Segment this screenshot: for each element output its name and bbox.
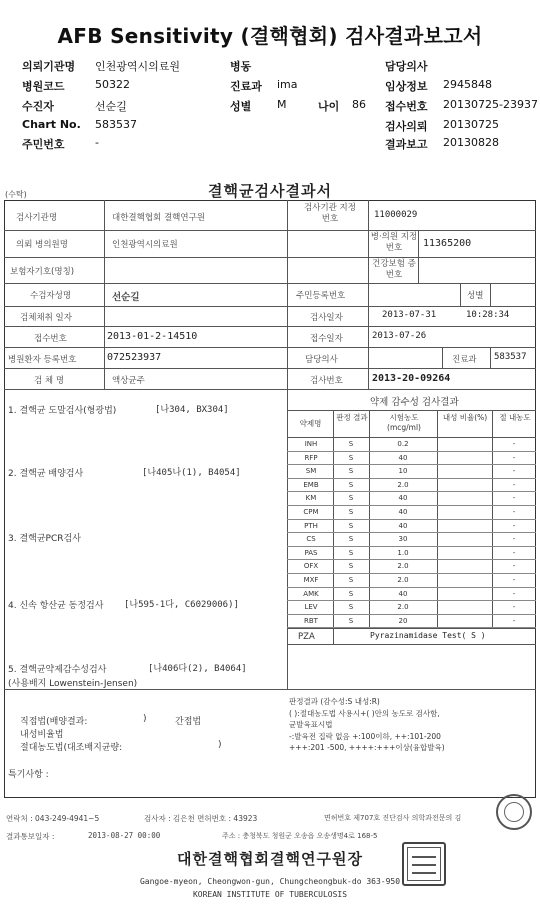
label-sex: 성별 <box>230 100 252 113</box>
divider <box>287 587 536 588</box>
method-absolute-close: ) <box>218 740 222 750</box>
divider <box>4 257 536 258</box>
header-absolute: 절 내농도 <box>499 413 531 422</box>
label-department: 진료과 <box>230 80 262 93</box>
pza-value: Pyrazinamidase Test( S ) <box>370 631 486 640</box>
value-receipt-number: 2013-01-2-14510 <box>107 331 198 342</box>
label-receipt-number: 접수번호 <box>34 334 67 344</box>
drug-result: S <box>348 494 354 502</box>
legend-line: -:발육전 집락 없음 +:100이하, ++:101-200 <box>289 731 441 741</box>
drug-absolute: - <box>512 590 516 598</box>
section-culture-code: [나405나(1), B4054] <box>142 468 241 478</box>
divider <box>4 389 536 390</box>
label-lab-designation: 검사기관 지정번호 <box>304 203 356 224</box>
drug-concentration: 40 <box>398 590 408 598</box>
method-direct-close: ) <box>143 714 147 724</box>
drug-absolute: - <box>512 508 516 516</box>
label-patient-name: 수검자성명 <box>30 291 72 301</box>
divider <box>287 573 536 574</box>
drug-result: S <box>348 440 354 448</box>
method-absolute: 절대농도법(대조배지균량: <box>20 743 123 753</box>
label-specimen: 검 체 명 <box>34 376 65 386</box>
address-en: Gangoe-myeon, Cheongwon-gun, Chungcheongbuk-do 363-950 <box>139 877 401 886</box>
label-report-date: 결과보고 <box>385 138 428 151</box>
value-department: ima <box>277 78 298 91</box>
drug-concentration: 30 <box>398 535 408 543</box>
divider <box>287 532 536 533</box>
value-specimen: 액상균주 <box>112 376 145 386</box>
divider <box>287 410 536 411</box>
label-rrn-form: 주민등록번호 <box>296 291 346 301</box>
label-receipt-date: 접수일자 <box>310 334 343 344</box>
institute-en: KOREAN INSTITUTE OF TUBERCULOSIS <box>192 890 348 899</box>
divider <box>4 230 536 231</box>
drug-result: S <box>348 522 354 530</box>
legend-line: 균발육표시법 <box>289 720 333 729</box>
value-dept-form: 583537 <box>494 352 527 362</box>
label-rrn: 주민번호 <box>22 138 65 151</box>
divider <box>287 491 536 492</box>
drug-absolute: - <box>512 576 516 584</box>
institute-name: 대한결핵협회결핵연구원장 <box>177 850 363 868</box>
label-receipt-no: 접수번호 <box>385 100 428 113</box>
drug-result: S <box>348 508 354 516</box>
method-indirect: 간접법 <box>175 717 202 727</box>
label-hospital-code: 병원코드 <box>22 80 65 93</box>
label-request-date: 검사의뢰 <box>385 120 428 133</box>
form-title: 결핵균검사결과서 <box>208 182 332 200</box>
section-smear: 1. 결핵균 도말검사(형광법) <box>8 406 117 416</box>
header-result: 판정 결과 <box>336 413 368 422</box>
drug-result: S <box>348 576 354 584</box>
divider <box>490 347 491 368</box>
label-hospital-designation: 병·의원 지정번호 <box>370 232 418 253</box>
drug-name: PTH <box>304 522 318 530</box>
drug-result: S <box>348 535 354 543</box>
value-age: 86 <box>352 98 366 111</box>
section-medium: (사용배지 Lowenstein-Jensen) <box>8 679 138 689</box>
special-notes: 특기사항 : <box>8 770 49 780</box>
drug-result: S <box>348 549 354 557</box>
divider <box>4 368 536 369</box>
divider <box>287 546 536 547</box>
divider <box>104 200 105 389</box>
sensitivity-title: 약제 감수성 검사결과 <box>370 397 459 408</box>
label-ward: 병동 <box>230 60 252 73</box>
value-request-date: 20130725 <box>443 118 499 131</box>
drug-concentration: 40 <box>398 508 408 516</box>
drug-concentration: 2.0 <box>397 481 409 489</box>
drug-name: SM <box>305 467 317 475</box>
drug-result: S <box>348 603 354 611</box>
value-clinical-info: 2945848 <box>443 78 492 91</box>
method-proportion: 내성비율법 <box>20 730 64 740</box>
drug-name: MXF <box>303 576 319 584</box>
drug-concentration: 2.0 <box>397 562 409 570</box>
drug-concentration: 2.0 <box>397 603 409 611</box>
label-requester: 의뢰기관명 <box>22 60 76 73</box>
label-age: 나이 <box>318 100 340 113</box>
divider <box>287 628 536 629</box>
drug-name: KM <box>305 494 317 502</box>
drug-concentration: 40 <box>398 454 408 462</box>
label-registration-no: 병원환자 등록번호 <box>8 355 77 365</box>
drug-name: RFP <box>304 454 318 462</box>
drug-name: EMB <box>303 481 319 489</box>
label-sex-form: 성별 <box>467 291 484 301</box>
value-hospital-name: 인천광역시의료원 <box>112 240 178 250</box>
section-pcr: 3. 결핵균PCR검사 <box>8 534 81 544</box>
divider <box>4 347 536 348</box>
label-chart-no: Chart No. <box>22 118 81 131</box>
divider <box>287 505 536 506</box>
drug-name: AMK <box>303 590 319 598</box>
method-direct: 직접법(배양결과: <box>20 717 88 727</box>
label-dept-form: 진료과 <box>452 355 477 365</box>
license: 면허번호 제707호 진단검사 의학과전문의 김 <box>324 814 462 822</box>
header-resistance-ratio: 내성 비율(%) <box>442 413 488 422</box>
drug-result: S <box>348 590 354 598</box>
label-patient: 수진자 <box>22 100 54 113</box>
value-test-date: 2013-07-31 <box>382 310 437 320</box>
value-test-number: 2013-20-09264 <box>372 373 451 384</box>
drug-name: CPM <box>303 508 319 516</box>
divider <box>287 464 536 465</box>
pza-label: PZA <box>298 632 315 642</box>
value-patient: 선순길 <box>95 100 127 113</box>
value-registration-no: 072523937 <box>107 352 162 363</box>
drug-concentration: 10 <box>398 467 408 475</box>
section-drug-test: 5. 결핵균약제감수성검사 <box>8 665 107 675</box>
divider <box>287 559 536 560</box>
drug-result: S <box>348 481 354 489</box>
official-seal-icon <box>402 842 446 886</box>
value-receipt-no: 20130725-23937 <box>443 98 538 111</box>
divider <box>368 200 369 389</box>
drug-absolute: - <box>512 440 516 448</box>
drug-absolute: - <box>512 454 516 462</box>
report-title: AFB Sensitivity (결핵협회) 검사결과보고서 <box>57 24 483 48</box>
divider <box>287 600 536 601</box>
drug-concentration: 40 <box>398 494 408 502</box>
label-test-number: 검사번호 <box>310 376 343 386</box>
divider <box>333 628 334 644</box>
divider <box>442 347 443 368</box>
legend-line: +++:201 -500, ++++:+++이상(융합발육) <box>289 743 445 752</box>
drug-name: LEV <box>304 603 318 611</box>
drug-result: S <box>348 562 354 570</box>
value-chart-no: 583537 <box>95 118 137 131</box>
value-receipt-date: 2013-07-26 <box>372 331 427 341</box>
label-lab-name: 검사기관명 <box>16 213 58 223</box>
header-drug: 약제명 <box>299 419 322 428</box>
drug-absolute: - <box>512 549 516 557</box>
report-date: 2013-08-27 00:00 <box>88 831 161 840</box>
section-smear-code: [나304, BX304] <box>155 405 229 415</box>
legend-line: 판정결과 (감수성:S 내성:R) <box>289 697 380 706</box>
section-culture: 2. 결핵균 배양검사 <box>8 469 84 479</box>
legend <box>289 696 445 754</box>
divider <box>287 451 536 452</box>
divider <box>287 614 536 615</box>
divider <box>4 283 536 284</box>
section-identification: 4. 신속 항산균 동정검사 <box>8 601 104 611</box>
label-insurance-no: 건강보험 증번호 <box>372 259 416 280</box>
drug-name: PAS <box>304 549 318 557</box>
drug-absolute: - <box>512 535 516 543</box>
drug-absolute: - <box>512 494 516 502</box>
value-hospital-code: 50322 <box>95 78 130 91</box>
value-lab-name: 대한결핵협회 결핵연구원 <box>112 213 206 223</box>
value-test-time: 10:28:34 <box>466 310 510 320</box>
section-identification-code: [나595-1다, C6029006)] <box>124 600 239 610</box>
drug-name: INH <box>304 440 318 448</box>
label-attending-doctor: 담당의사 <box>305 355 338 365</box>
drug-concentration: 0.2 <box>397 440 409 448</box>
drug-concentration: 40 <box>398 522 408 530</box>
form-box <box>4 200 536 798</box>
divider <box>4 306 536 307</box>
label-collection-date: 검체채취 일자 <box>20 313 72 323</box>
section-drug-test-code: [나406다(2), B4064] <box>148 664 247 674</box>
drug-concentration: 1.0 <box>397 549 409 557</box>
label-clinical-info: 임상정보 <box>385 80 428 93</box>
legend-line: ( ):절대농도법 사용시+( )안의 농도로 검사함, <box>289 708 440 718</box>
form-note: (수탁) <box>5 190 27 199</box>
divider <box>287 478 536 479</box>
divider <box>287 200 288 389</box>
drug-name: RBT <box>304 617 318 625</box>
label-doctor: 담당의사 <box>385 60 428 73</box>
drug-absolute: - <box>512 603 516 611</box>
divider <box>4 326 536 327</box>
header-concentration: 시험농도 (mcg/ml) <box>387 413 421 432</box>
value-report-date: 20130828 <box>443 136 499 149</box>
value-requester: 인천광역시의료원 <box>95 60 181 73</box>
divider <box>287 644 536 645</box>
drug-name: OFX <box>303 562 319 570</box>
value-rrn: - <box>95 136 99 149</box>
drug-concentration: 20 <box>398 617 408 625</box>
contact: 연락처 : 043-249-4941~5 <box>6 814 100 823</box>
drug-absolute: - <box>512 467 516 475</box>
divider <box>4 689 536 690</box>
examiner: 검사자 : 김은천 면허번호 : 43923 <box>144 814 258 823</box>
label-hospital-name: 의뢰 병의원명 <box>16 240 68 250</box>
drug-result: S <box>348 617 354 625</box>
drug-concentration: 2.0 <box>397 576 409 584</box>
divider <box>287 437 536 438</box>
value-patient-name: 선순길 <box>112 292 140 303</box>
drug-absolute: - <box>512 481 516 489</box>
value-lab-designation: 11000029 <box>374 210 418 220</box>
divider <box>490 283 491 306</box>
drug-result: S <box>348 467 354 475</box>
drug-absolute: - <box>512 617 516 625</box>
value-sex: M <box>277 98 287 111</box>
drug-name: CS <box>306 535 316 543</box>
address-kr: 주소 : 충청북도 청원군 오송읍 오송생명4로 168-5 <box>222 832 378 840</box>
drug-absolute: - <box>512 562 516 570</box>
drug-result: S <box>348 454 354 462</box>
label-insurer: 보험자기호(명칭) <box>10 267 75 277</box>
value-hospital-designation: 11365200 <box>423 238 472 249</box>
label-test-date: 검사일자 <box>310 313 343 323</box>
divider <box>418 230 419 283</box>
emblem-icon <box>496 794 532 830</box>
drug-absolute: - <box>512 522 516 530</box>
divider <box>460 283 461 306</box>
report-date-label: 결과통보일자 : <box>6 832 55 841</box>
divider <box>287 519 536 520</box>
